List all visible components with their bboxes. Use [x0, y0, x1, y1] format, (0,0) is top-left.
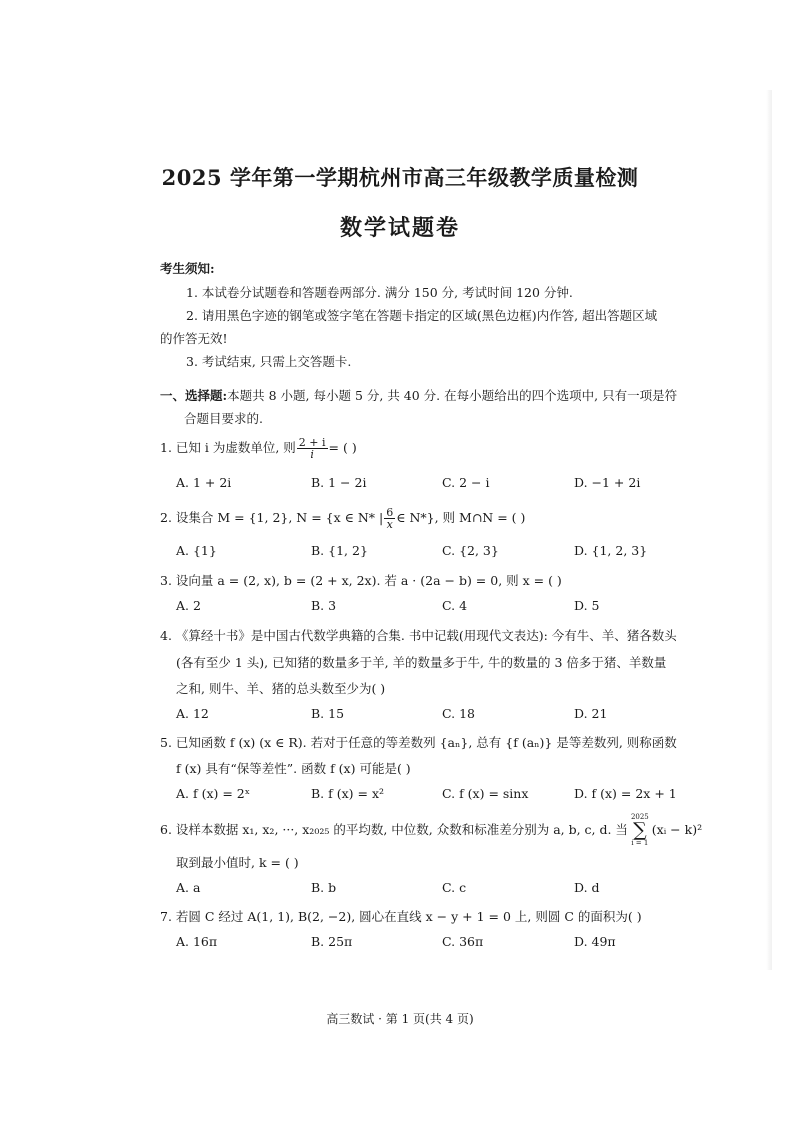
exam-subtitle: 数学试题卷 [339, 215, 460, 241]
q7-option-a: A. 16π [176, 934, 218, 949]
question-4-line: 4. 《算经十书》是中国古代数学典籍的合集. 书中记载(用现代文表达): 今有牛、羊、猪各数头 [160, 628, 677, 643]
q1-frac-num: 2 + i [298, 436, 326, 449]
q5-option-c: C. f (x) = sinx [442, 786, 529, 801]
question-4-line: 之和, 则牛、羊、猪的总头数至少为( ) [176, 681, 386, 696]
q5-option-b: B. f (x) = x² [311, 786, 385, 801]
question-1 [160, 437, 357, 460]
q1-frac-den: i [310, 448, 314, 461]
q5-option-d: D. f (x) = 2x + 1 [574, 786, 677, 801]
section-text: 本题共 8 小题, 每小题 5 分, 共 40 分. 在每小题给出的四个选项中, 只有一项是符 [227, 388, 678, 403]
q6-option-a: A. a [176, 880, 201, 895]
q2-prefix: 2. 设集合 M = {1, 2}, N = {x ∈ N* | [160, 510, 384, 525]
q2-option-b: B. {1, 2} [311, 543, 368, 558]
notice-heading: 考生须知: [160, 261, 215, 276]
page-footer: 高三数试 · 第 1 页(共 4 页) [326, 1012, 474, 1026]
q3-option-c: C. 4 [442, 598, 468, 613]
question-6-line2: 取到最小值时, k = ( ) [176, 855, 299, 870]
q4-option-c: C. 18 [442, 706, 475, 721]
q4-option-d: D. 21 [574, 706, 608, 721]
q6-option-d: D. d [574, 880, 600, 895]
q7-option-c: C. 36π [442, 934, 484, 949]
q1-option-c: C. 2 − i [442, 475, 490, 490]
question-5-line: 5. 已知函数 f (x) (x ∈ R). 若对于任意的等差数列 {aₙ}, 总有 {f (aₙ)} 是等差数列, 则称函数 [160, 735, 677, 750]
notice-item: 的作答无效! [160, 331, 228, 346]
q4-option-a: A. 12 [176, 706, 209, 721]
question-3: 3. 设向量 a = (2, x), b = (2 + x, 2x). 若 a · (2a − b) = 0, 则 x = ( ) [160, 573, 562, 588]
notice-item: 1. 本试卷分试题卷和答题卷两部分. 满分 150 分, 考试时间 120 分钟. [186, 285, 573, 300]
q3-option-d: D. 5 [574, 598, 600, 613]
q2-option-d: D. {1, 2, 3} [574, 543, 648, 558]
question-2 [160, 507, 525, 530]
section-heading [160, 386, 677, 404]
q6-sum-sign: ∑ [633, 819, 647, 841]
question-7: 7. 若圆 C 经过 A(1, 1), B(2, −2), 圆心在直线 x − y + 1 = 0 上, 则圆 C 的面积为( ) [160, 909, 642, 924]
q4-option-b: B. 15 [311, 706, 345, 721]
notice-item: 3. 考试结束, 只需上交答题卡. [186, 354, 352, 369]
q1-fraction [297, 437, 328, 460]
exam-title: 2025 学年第一学期杭州市高三年级教学质量检测 [161, 165, 639, 190]
section-label: 一、选择题: [160, 388, 228, 403]
q1-suffix: = ( ) [328, 440, 357, 455]
section-text-cont: 合题目要求的. [184, 411, 263, 426]
question-5-line: f (x) 具有“保等差性”. 函数 f (x) 可能是( ) [176, 761, 411, 776]
q2-option-a: A. {1} [176, 543, 217, 558]
q6-sum-upper: 2025 [630, 813, 649, 821]
q5-option-a: A. f (x) = 2ˣ [176, 786, 251, 801]
q6-option-b: B. b [311, 880, 337, 895]
q2-suffix: ∈ N*}, 则 M∩N = ( ) [396, 510, 526, 525]
q6-option-c: C. c [442, 880, 467, 895]
notice-item: 2. 请用黑色字迹的钢笔或签字笔在答题卡指定的区域(黑色边框)内作答, 超出答题区域 [186, 308, 658, 323]
q2-frac-num: 6 [386, 506, 394, 519]
question-4-line: (各有至少 1 头), 已知猪的数量多于羊, 羊的数量多于牛, 牛的数量的 3 倍多于猪、羊数量 [176, 655, 667, 670]
q1-option-b: B. 1 − 2i [311, 475, 367, 490]
q1-prefix: 1. 已知 i 为虚数单位, 则 [160, 440, 296, 455]
q7-option-d: D. 49π [574, 934, 616, 949]
q7-option-b: B. 25π [311, 934, 353, 949]
q6-summation [631, 814, 649, 847]
q6-sum-lower: i = 1 [631, 839, 649, 847]
q2-option-c: C. {2, 3} [442, 543, 499, 558]
q2-fraction [384, 507, 395, 530]
q3-option-a: A. 2 [176, 598, 201, 613]
q2-frac-den: x [386, 518, 393, 531]
q3-option-b: B. 3 [311, 598, 337, 613]
q6-prefix: 6. 设样本数据 x₁, x₂, ···, x₂₀₂₅ 的平均数, 中位数, 众数和标准差分别为 a, b, c, d. 当 [160, 822, 628, 837]
q6-sum-term: (xᵢ − k)² [651, 822, 703, 837]
q1-option-d: D. −1 + 2i [574, 475, 641, 490]
q1-option-a: A. 1 + 2i [176, 475, 232, 490]
question-6 [160, 814, 702, 847]
